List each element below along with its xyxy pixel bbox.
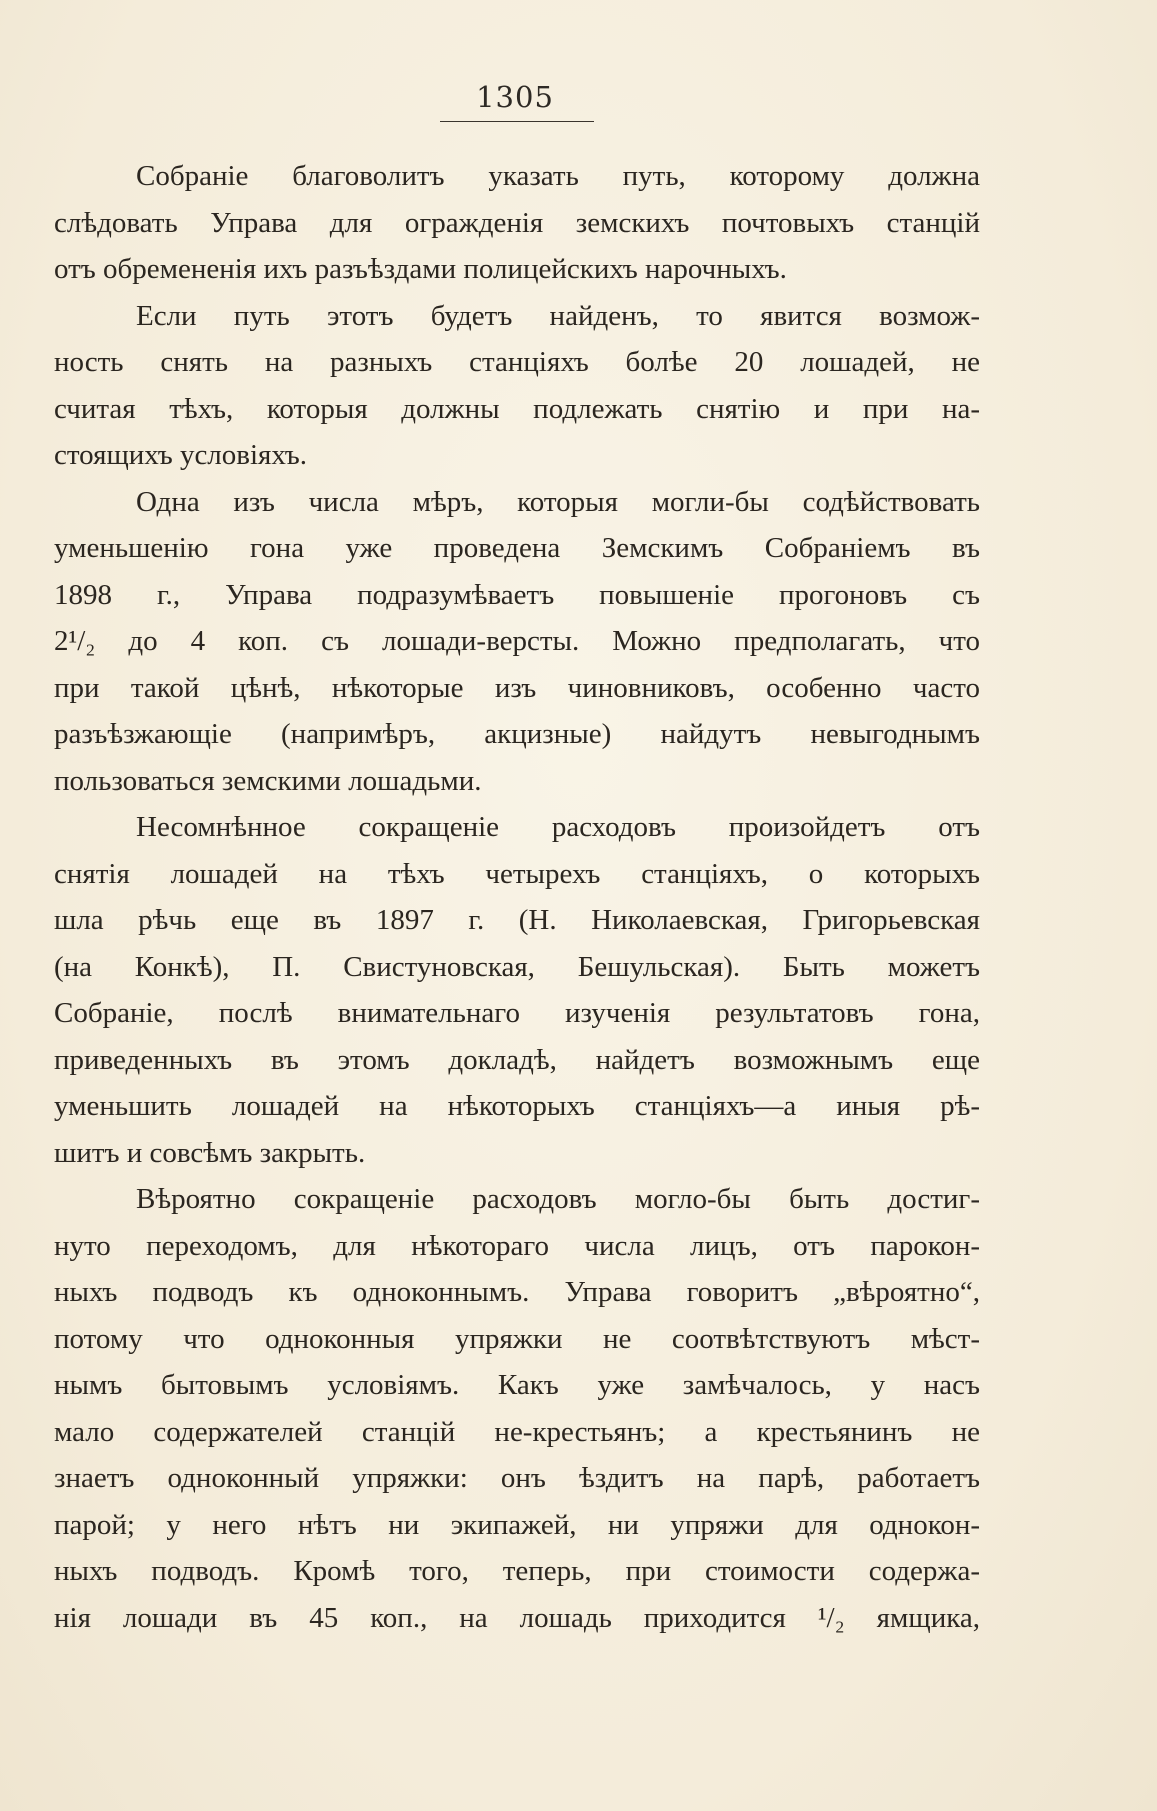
text-line: стоящихъ условіяхъ. xyxy=(54,439,308,471)
text-line: шла рѣчь еще въ 1897 г. (Н. Николаевская, Григорьевская xyxy=(54,904,980,936)
text-line: мало содержателей станцій не-крестьянъ; а крестьянинъ не xyxy=(54,1415,980,1448)
text-line: Собраніе благоволитъ указать путь, которому должна xyxy=(136,160,980,192)
text-line: снятія лошадей на тѣхъ четырехъ станціяхъ, о которыхъ xyxy=(54,857,980,890)
text-line: Одна изъ числа мѣръ, которыя могли-бы содѣйствовать xyxy=(136,485,980,518)
text-line: Собраніе, послѣ внимательнаго изученія результатовъ гона, xyxy=(54,997,980,1029)
body-text xyxy=(54,153,980,1641)
text-line: считая тѣхъ, которыя должны подлежать снятію и при на- xyxy=(54,392,980,425)
text-line: пользоваться земскими лошадьми. xyxy=(54,764,482,797)
text-line: слѣдовать Управа для огражденія земскихъ почтовыхъ станцій xyxy=(54,206,980,239)
text-line: знаетъ одноконный упряжки: онъ ѣздитъ на парѣ, работаетъ xyxy=(54,1462,980,1494)
page-number-rule xyxy=(440,121,594,122)
text-line: разъѣзжающіе (напримѣръ, акцизные) найдутъ невыгоднымъ xyxy=(54,718,980,750)
text-line: приведенныхъ въ этомъ докладѣ, найдетъ возможнымъ еще xyxy=(54,1043,980,1076)
text-line: отъ обремененія ихъ разъѣздами полицейскихъ нарочныхъ. xyxy=(54,253,787,285)
text-line: ныхъ подводъ. Кромѣ того, теперь, при стоимости содержа- xyxy=(54,1555,980,1587)
text-line: 1898 г., Управа подразумѣваетъ повышеніе прогоновъ съ xyxy=(54,578,980,611)
text-line: уменьшить лошадей на нѣкоторыхъ станціяхъ—а иныя рѣ- xyxy=(54,1090,980,1122)
text-line: нымъ бытовымъ условіямъ. Какъ уже замѣчалось, у насъ xyxy=(54,1369,980,1401)
text-line: 2¹/₂ до 4 коп. съ лошади-версты. Можно предполагать, что xyxy=(54,625,980,657)
text-line: ность снять на разныхъ станціяхъ болѣе 20 лошадей, не xyxy=(54,346,980,378)
text-line: нія лошади въ 45 коп., на лошадь приходится ¹/₂ ямщика, xyxy=(54,1601,980,1634)
text-line: ныхъ подводъ къ одноконнымъ. Управа говоритъ „вѣроятно“, xyxy=(54,1276,980,1308)
text-line: уменьшенію гона уже проведена Земскимъ Собраніемъ въ xyxy=(54,532,980,564)
page-number: 1305 xyxy=(476,80,554,114)
text-line: шитъ и совсѣмъ закрыть. xyxy=(54,1136,366,1169)
text-line: потому что одноконныя упряжки не соотвѣтствуютъ мѣст- xyxy=(54,1322,980,1355)
text-line: Несомнѣнное сокращеніе расходовъ произойдетъ отъ xyxy=(136,811,980,843)
text-line: нуто переходомъ, для нѣкотораго числа лицъ, отъ парокон- xyxy=(54,1229,980,1262)
text-line: парой; у него нѣтъ ни экипажей, ни упряжи для однокон- xyxy=(54,1508,980,1541)
text-line: (на Конкѣ), П. Свистуновская, Бешульская). Быть можетъ xyxy=(54,950,980,983)
text-line: Если путь этотъ будетъ найденъ, то явится возмож- xyxy=(136,299,980,332)
text-line: Вѣроятно сокращеніе расходовъ могло-бы быть достиг- xyxy=(136,1183,980,1215)
text-line: при такой цѣнѣ, нѣкоторые изъ чиновниковъ, особенно часто xyxy=(54,671,980,704)
